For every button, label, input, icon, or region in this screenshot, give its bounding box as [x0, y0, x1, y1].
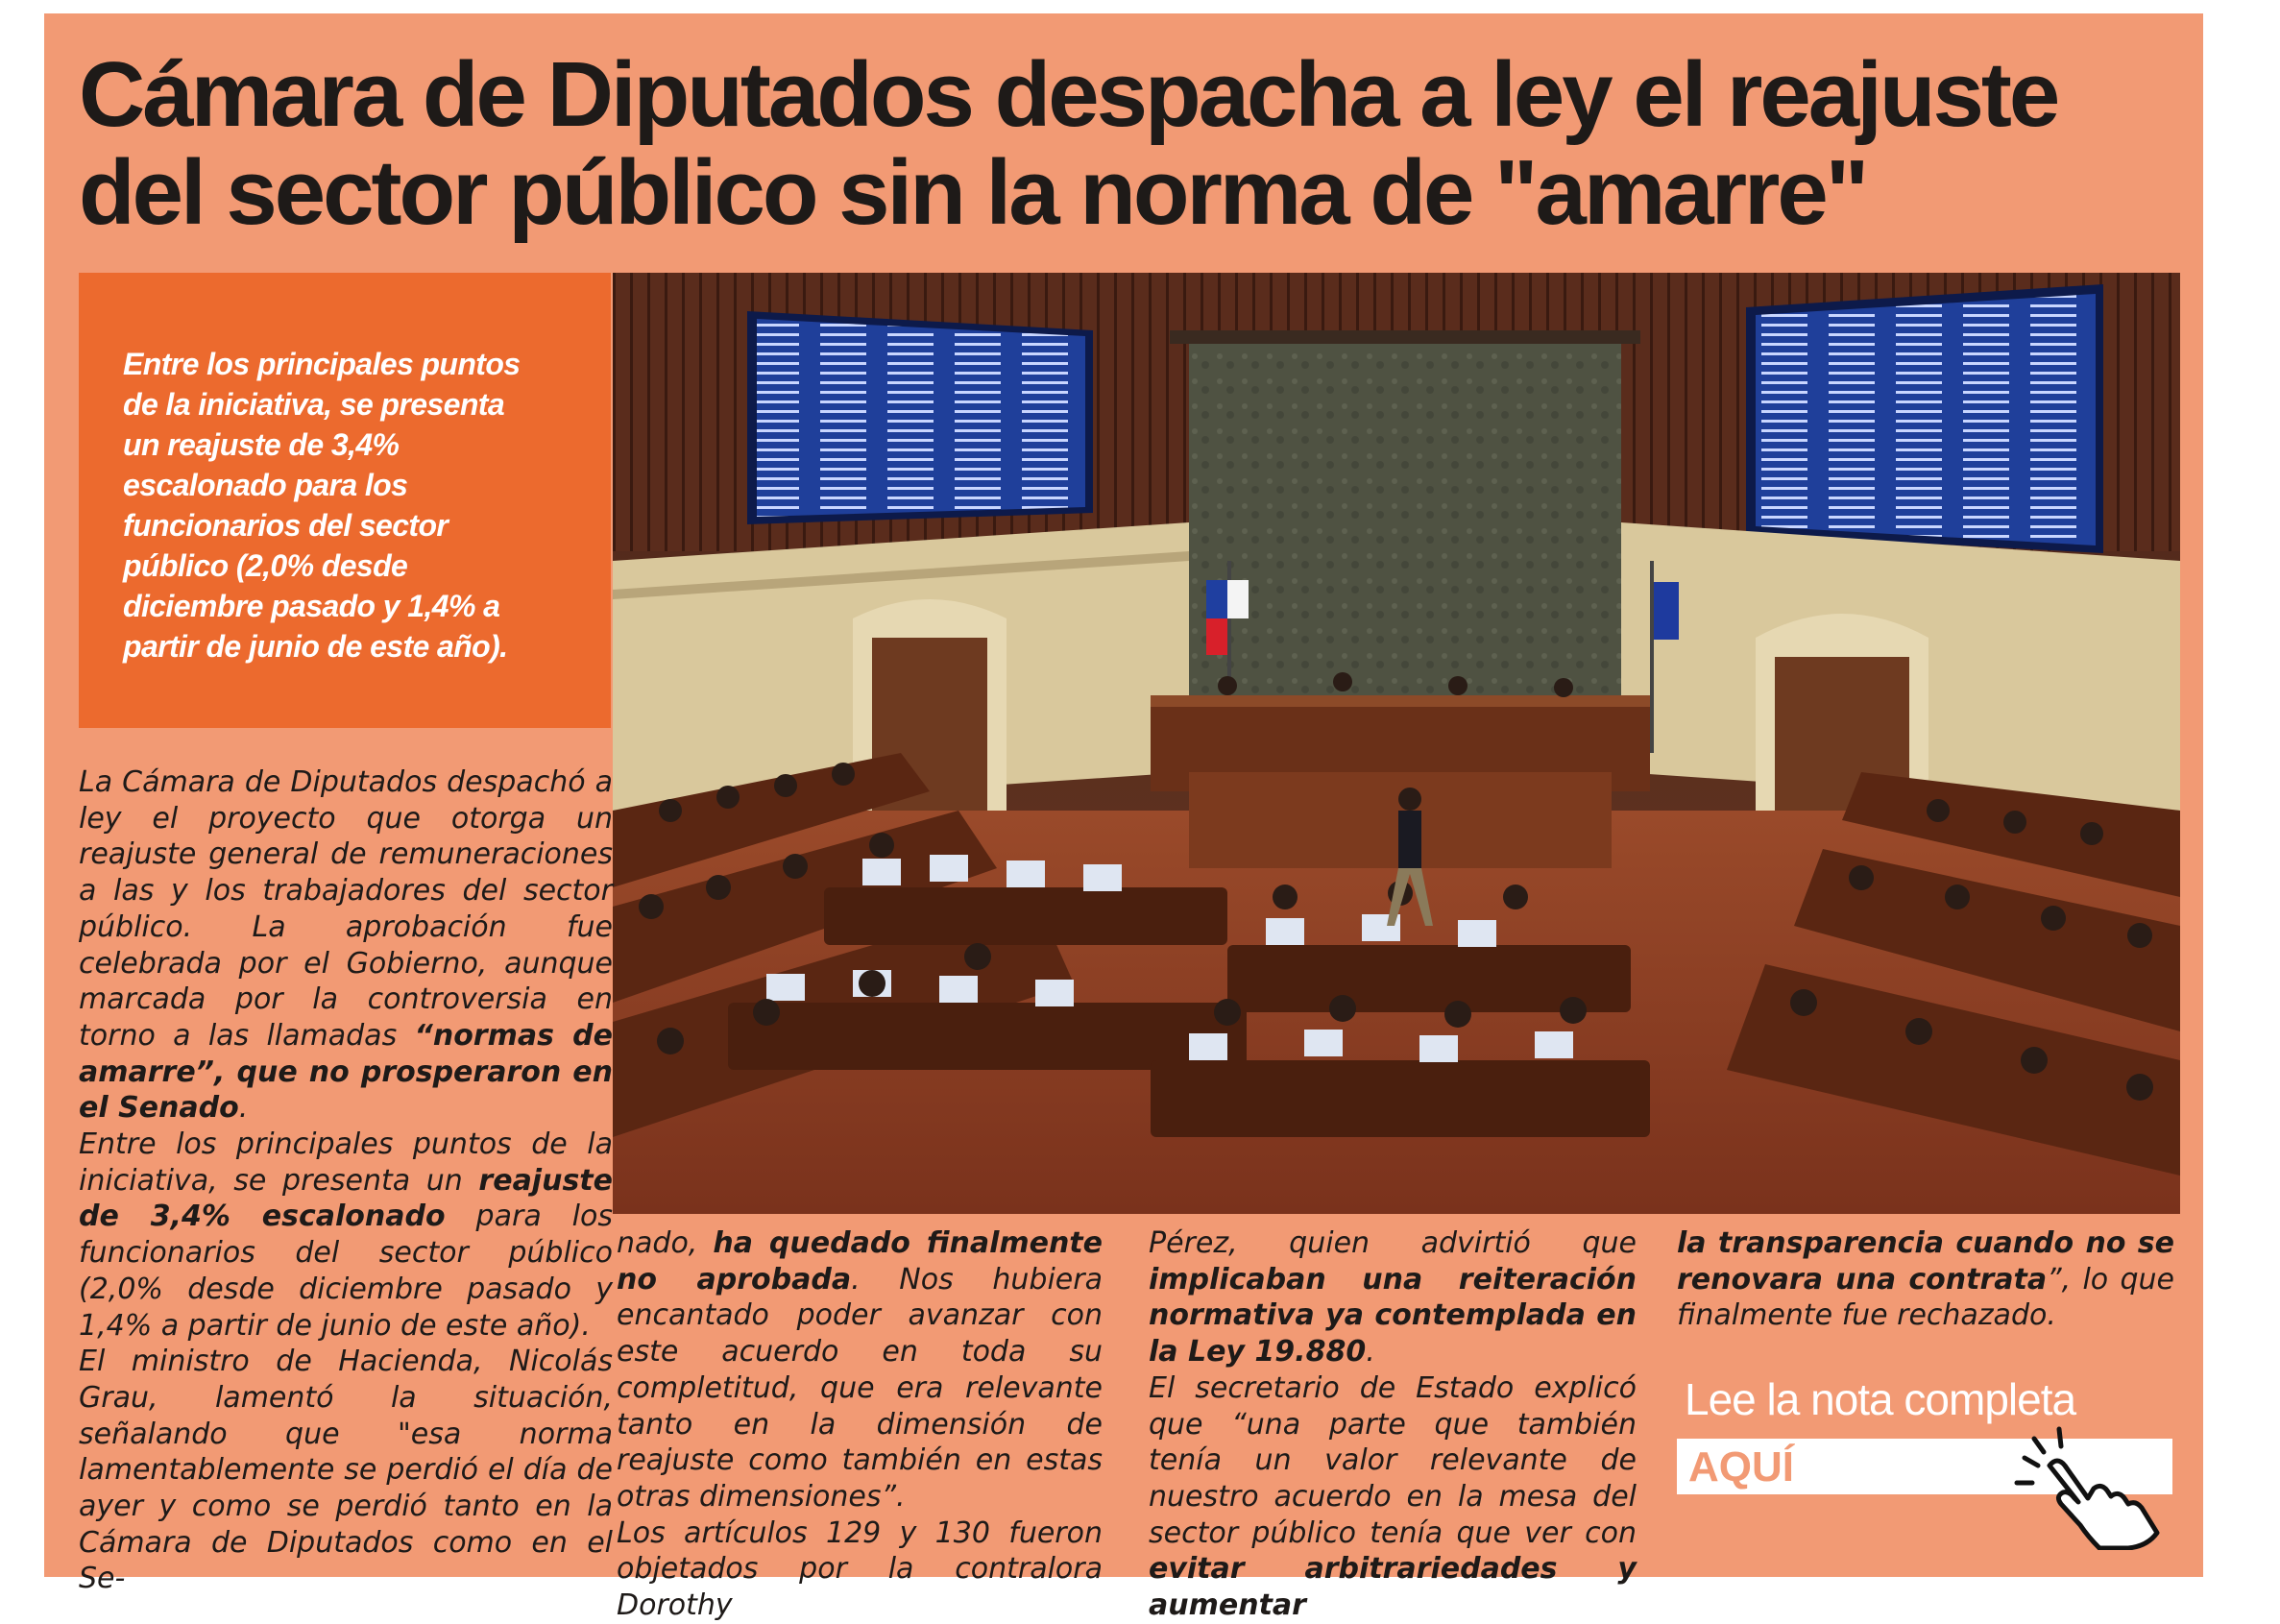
column-2: [617, 1225, 1103, 1624]
paragraph: nado, ha quedado finalmente no aprobada. Nos hubiera encantado poder avanzar con este acuerdo en toda su completitud, que era relevante tanto en la dimensión de reajuste como también en estas otras dimensiones”.: [617, 1226, 1103, 1514]
pull-quote-text: Entre los principales puntos de la iniciativa, se presenta un reajuste de 3,4% escalonado para los funcionarios del sector público (2,0% desde diciembre pasado y 1,4% a partir de junio de este año).: [123, 347, 521, 664]
vote-screen-left: [747, 311, 1093, 524]
headline: Cámara de Diputados despacha a ley el reajuste del sector público sin la norma de "amarre": [79, 43, 2058, 244]
vote-screen-right: [1746, 284, 2103, 553]
read-more-button-label: AQUÍ: [1688, 1443, 1794, 1491]
paragraph: El secretario de Estado explicó que “una parte que también tenía un valor relevante de nuestro acuerdo en la mesa del sector público tenía que ver con evitar arbitrariedades y aumentar: [1149, 1370, 1637, 1623]
paragraph: Los artículos 129 y 130 fueron objetados por la contralora Dorothy: [617, 1515, 1103, 1623]
column-4: [1677, 1225, 2174, 1334]
column-1: [79, 764, 613, 1597]
read-more-title: Lee la nota completa: [1685, 1374, 2076, 1424]
chamber-photo: [613, 273, 2180, 1214]
paragraph: El ministro de Hacienda, Nicolás Grau, lamentó la situación, señalando que "esa norma lamentablemente se perdió el día de ayer y como se perdió tanto en la Cámara de Diputados como en el Se-: [79, 1345, 613, 1596]
pull-quote-box: [79, 273, 611, 728]
read-more-callout[interactable]: [1677, 1373, 2186, 1556]
paragraph: La Cámara de Diputados despachó a ley el proyecto que otorga un reajuste general de remuneraciones a las y los trabajadores del sector público. La aprobación fue celebrada por el Gobierno, aunque marcada por la controversia en torno a las llamadas “normas de amarre”, que no prosperaron en el Senado.: [79, 765, 613, 1126]
article-page: [44, 13, 2203, 1623]
paragraph: Pérez, quien advirtió que implicaban una reiteración normativa ya contemplada en la Ley 19.880.: [1149, 1226, 1637, 1369]
chamber-photo-illustration: [613, 273, 2180, 1214]
hand-pointer-click-icon: [2007, 1425, 2171, 1550]
paragraph: Entre los principales puntos de la iniciativa, se presenta un reajuste de 3,4% escalonado para los funcionarios del sector público (2,0% desde diciembre pasado y 1,4% a partir de junio de este año).: [79, 1127, 613, 1343]
paragraph: la transparencia cuando no se renovara una contrata”, lo que finalmente fue rechazado.: [1677, 1226, 2174, 1333]
column-3: [1149, 1225, 1637, 1624]
